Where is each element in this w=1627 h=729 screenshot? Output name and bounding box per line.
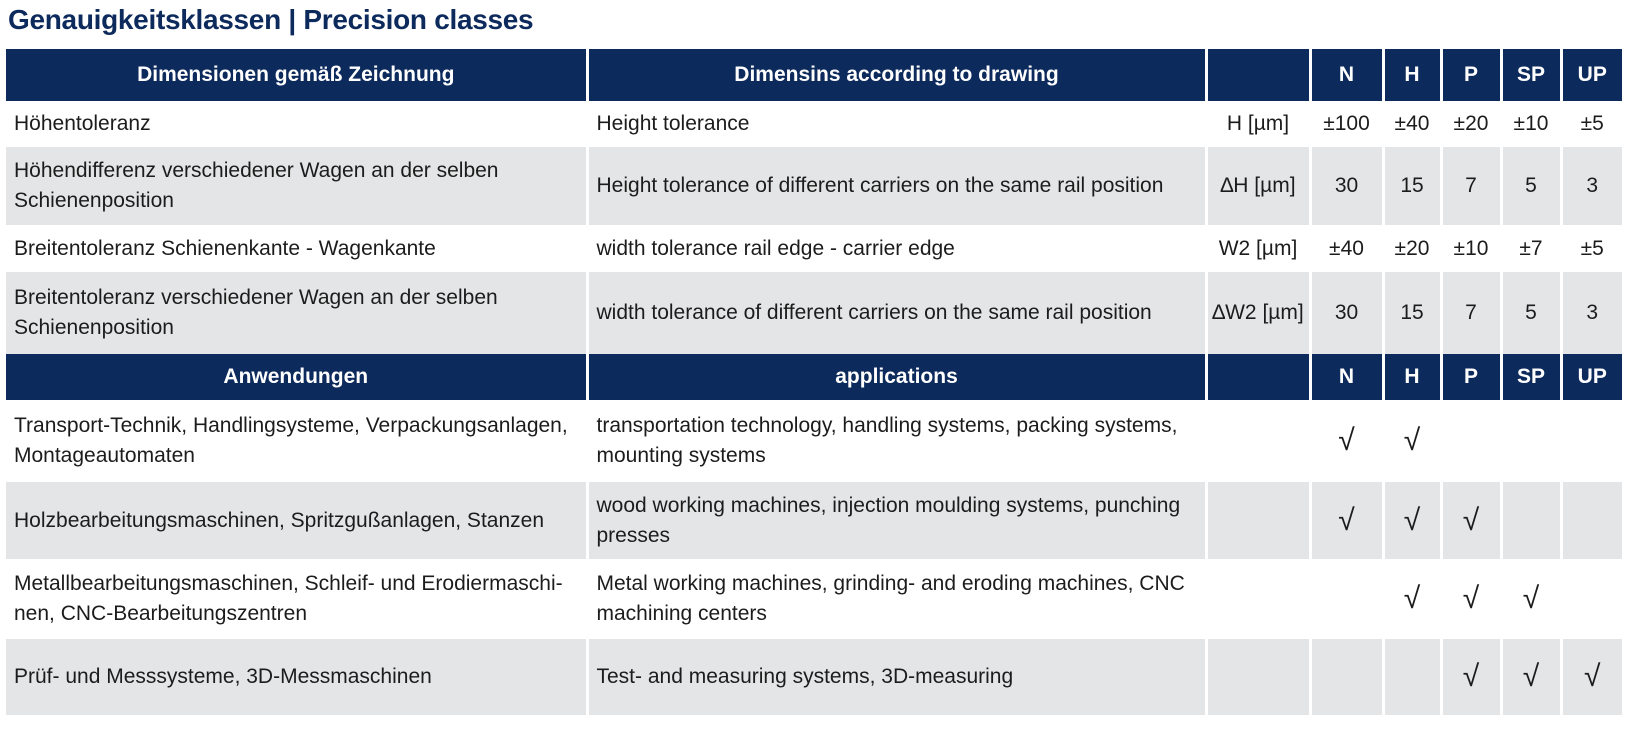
value-p: 7 [1441, 147, 1501, 225]
table-row [6, 225, 1622, 272]
table-row [6, 272, 1622, 354]
application-en: wood working machines, injection moulding systems, punching presses [587, 482, 1206, 559]
dimension-en: width tolerance of different carriers on the same rail position [587, 272, 1206, 354]
check-h: √ [1383, 559, 1441, 639]
header-class-up: UP [1561, 49, 1622, 101]
header-unit [1206, 354, 1310, 400]
header-class-h: H [1383, 49, 1441, 101]
value-h: ±20 [1383, 225, 1441, 272]
header-en: applications [587, 354, 1206, 400]
check-p: √ [1441, 482, 1501, 559]
table-row [6, 559, 1622, 639]
dimension-de: Höhendifferenz verschiedener Wagen an der selben Schienenposition [6, 147, 587, 225]
application-de: Prüf- und Messsysteme, 3D-Messmaschinen [6, 639, 587, 715]
dimension-de: Breitentoleranz verschiedener Wagen an der selben Schienenposition [6, 272, 587, 354]
check-up [1561, 559, 1622, 639]
dimensions-header-row [6, 49, 1622, 101]
check-h: √ [1383, 400, 1441, 482]
dimension-en: width tolerance rail edge - carrier edge [587, 225, 1206, 272]
header-class-h: H [1383, 354, 1441, 400]
value-n: 30 [1310, 272, 1383, 354]
header-de: Dimensionen gemäß Zeichnung [6, 49, 587, 101]
empty-cell [1206, 639, 1310, 715]
header-class-p: P [1441, 354, 1501, 400]
application-de: Metallbearbeitungsmaschinen, Schleif- und Erodiermaschi-nen, CNC-Bearbeitungszentren [6, 559, 587, 639]
value-p: ±20 [1441, 101, 1501, 147]
header-de: Anwendungen [6, 354, 587, 400]
header-class-n: N [1310, 49, 1383, 101]
empty-cell [1206, 559, 1310, 639]
value-p: 7 [1441, 272, 1501, 354]
dimension-en: Height tolerance [587, 101, 1206, 147]
check-sp: √ [1501, 639, 1561, 715]
value-sp: ±10 [1501, 101, 1561, 147]
application-en: Metal working machines, grinding- and eroding machines, CNC machining centers [587, 559, 1206, 639]
application-en: Test- and measuring systems, 3D-measuring [587, 639, 1206, 715]
check-h [1383, 639, 1441, 715]
application-de: Holzbearbeitungsmaschinen, Spritzgußanlagen, Stanzen [6, 482, 587, 559]
page-title: Genauigkeitsklassen | Precision classes [8, 4, 534, 35]
empty-cell [1206, 482, 1310, 559]
dimension-unit: H [µm] [1206, 101, 1310, 147]
dimension-unit: ∆H [µm] [1206, 147, 1310, 225]
empty-cell [1206, 400, 1310, 482]
value-up: 3 [1561, 147, 1622, 225]
value-up: 3 [1561, 272, 1622, 354]
check-up [1561, 482, 1622, 559]
value-h: ±40 [1383, 101, 1441, 147]
header-unit [1206, 49, 1310, 101]
application-de: Transport-Technik, Handlingsysteme, Verpackungsanlagen, Montageautomaten [6, 400, 587, 482]
value-sp: 5 [1501, 272, 1561, 354]
value-n: 30 [1310, 147, 1383, 225]
check-n [1310, 559, 1383, 639]
header-class-sp: SP [1501, 354, 1561, 400]
dimension-en: Height tolerance of different carriers on the same rail position [587, 147, 1206, 225]
value-n: ±40 [1310, 225, 1383, 272]
value-h: 15 [1383, 147, 1441, 225]
check-sp: √ [1501, 559, 1561, 639]
dimension-de: Breitentoleranz Schienenkante - Wagenkante [6, 225, 587, 272]
check-up: √ [1561, 639, 1622, 715]
check-p: √ [1441, 559, 1501, 639]
value-p: ±10 [1441, 225, 1501, 272]
value-h: 15 [1383, 272, 1441, 354]
table-row [6, 482, 1622, 559]
header-class-p: P [1441, 49, 1501, 101]
header-class-n: N [1310, 354, 1383, 400]
check-n: √ [1310, 482, 1383, 559]
value-up: ±5 [1561, 225, 1622, 272]
dimension-de: Höhentoleranz [6, 101, 587, 147]
precision-classes-table [6, 49, 1622, 715]
header-class-sp: SP [1501, 49, 1561, 101]
check-n [1310, 639, 1383, 715]
application-en: transportation technology, handling systems, packing systems, mounting systems [587, 400, 1206, 482]
value-sp: 5 [1501, 147, 1561, 225]
table-row [6, 147, 1622, 225]
table-row [6, 639, 1622, 715]
check-sp [1501, 400, 1561, 482]
check-p [1441, 400, 1501, 482]
value-up: ±5 [1561, 101, 1622, 147]
check-p: √ [1441, 639, 1501, 715]
check-n: √ [1310, 400, 1383, 482]
value-sp: ±7 [1501, 225, 1561, 272]
dimension-unit: W2 [µm] [1206, 225, 1310, 272]
check-up [1561, 400, 1622, 482]
dimension-unit: ∆W2 [µm] [1206, 272, 1310, 354]
header-en: Dimensins according to drawing [587, 49, 1206, 101]
check-sp [1501, 482, 1561, 559]
applications-header-row [6, 354, 1622, 400]
header-class-up: UP [1561, 354, 1622, 400]
table-row [6, 400, 1622, 482]
check-h: √ [1383, 482, 1441, 559]
table-row [6, 101, 1622, 147]
value-n: ±100 [1310, 101, 1383, 147]
